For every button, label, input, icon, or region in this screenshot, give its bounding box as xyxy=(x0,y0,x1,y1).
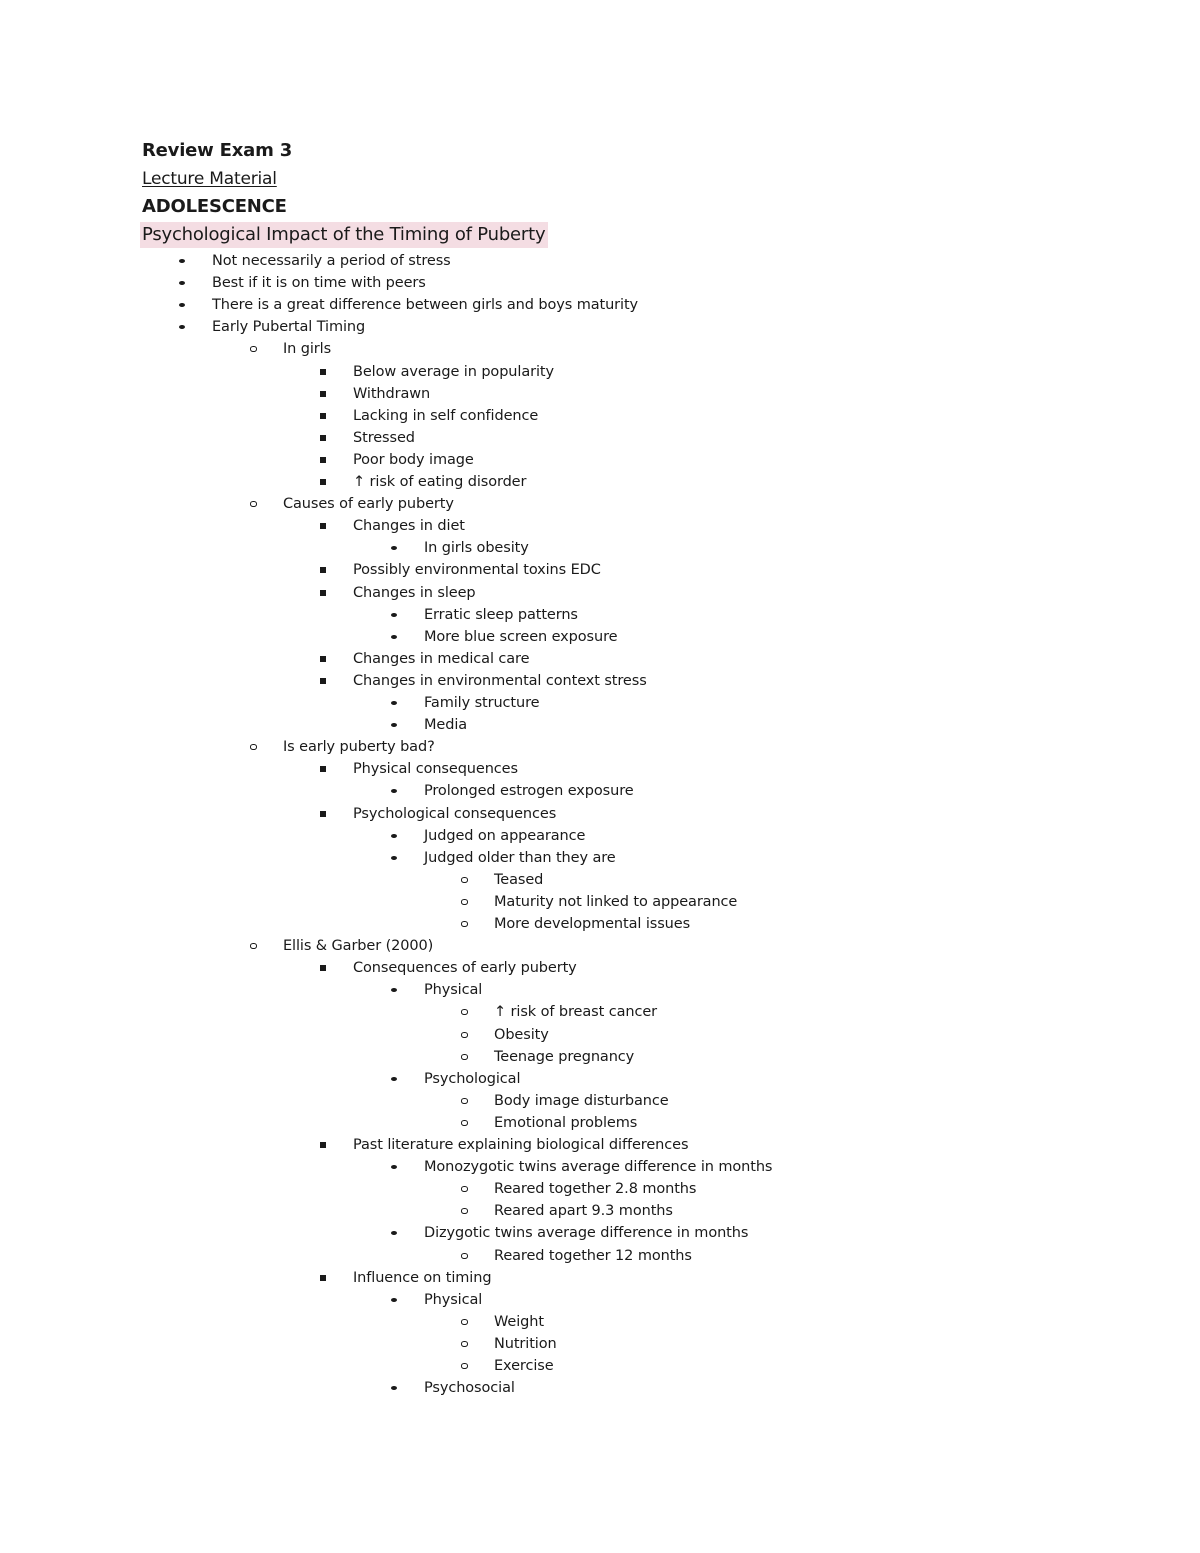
outline-item-text: Ellis & Garber (2000) xyxy=(283,938,434,955)
outline-item-text: Reared apart 9.3 months xyxy=(494,1203,673,1220)
disc-bullet-icon xyxy=(389,847,401,869)
outline-item-text: Reared together 12 months xyxy=(494,1247,692,1264)
disc-bullet-icon xyxy=(389,1068,401,1090)
disc-bullet-icon xyxy=(389,604,401,626)
ring-bullet-icon xyxy=(459,891,471,913)
outline-item-text: Physical consequences xyxy=(353,761,518,778)
outline-item-text: More developmental issues xyxy=(494,916,691,932)
outline-item-text: Early Pubertal Timing xyxy=(212,319,366,336)
outline-item-text: Maturity not linked to appearance xyxy=(494,893,738,910)
section-heading: ADOLESCENCE xyxy=(142,196,287,217)
ring-bullet-icon xyxy=(459,1200,471,1222)
disc-bullet-icon xyxy=(389,714,401,736)
disc-bullet-icon xyxy=(177,272,189,294)
outline-item-text: Changes in diet xyxy=(353,518,465,535)
square-bullet-icon xyxy=(318,383,330,405)
ring-bullet-icon xyxy=(459,1046,471,1068)
square-bullet-icon xyxy=(318,648,330,670)
outline-item-text: Poor body image xyxy=(353,451,474,468)
disc-bullet-icon xyxy=(177,250,189,272)
ring-bullet-icon xyxy=(459,1112,471,1134)
square-bullet-icon xyxy=(318,559,330,581)
outline-item-text: ↑ risk of eating disorder xyxy=(353,474,527,490)
ring-bullet-icon xyxy=(459,1355,471,1377)
outline-item-text: Psychological xyxy=(424,1070,521,1087)
ring-bullet-icon xyxy=(248,338,260,360)
outline-item-text: Possibly environmental toxins EDC xyxy=(353,562,601,579)
ring-bullet-icon xyxy=(248,736,260,758)
outline-item-text: Family structure xyxy=(424,695,540,711)
outline-item-text: Changes in medical care xyxy=(353,650,530,667)
outline-item-text: More blue screen exposure xyxy=(424,628,618,645)
document-subtitle: Lecture Material xyxy=(142,169,277,189)
outline-item-text: Physical xyxy=(424,1291,483,1308)
outline-item-text: Erratic sleep patterns xyxy=(424,606,578,623)
outline-item-text: Stressed xyxy=(353,429,415,446)
ring-bullet-icon xyxy=(459,1024,471,1046)
ring-bullet-icon xyxy=(248,493,260,515)
outline-item-text: Is early puberty bad? xyxy=(283,739,435,756)
square-bullet-icon xyxy=(318,1134,330,1156)
outline-item-text: In girls obesity xyxy=(424,540,529,557)
outline-item-text: Physical xyxy=(424,982,483,999)
disc-bullet-icon xyxy=(389,780,401,802)
ring-bullet-icon xyxy=(459,1001,471,1023)
outline-item-text: Emotional problems xyxy=(494,1114,638,1131)
topic-heading: Psychological Impact of the Timing of Puberty xyxy=(140,222,548,248)
outline-item-text: Psychosocial xyxy=(424,1380,515,1397)
outline-item-text: Dizygotic twins average difference in months xyxy=(424,1225,749,1242)
square-bullet-icon xyxy=(318,758,330,780)
disc-bullet-icon xyxy=(389,537,401,559)
square-bullet-icon xyxy=(318,361,330,383)
outline-item-text: Past literature explaining biological differences xyxy=(353,1137,689,1153)
outline-item-text: Reared together 2.8 months xyxy=(494,1181,697,1198)
outline-item-text: Causes of early puberty xyxy=(283,496,454,513)
outline-item-text: ↑ risk of breast cancer xyxy=(494,1004,657,1021)
outline-item-text: Judged on appearance xyxy=(424,827,586,844)
outline-item-text: Exercise xyxy=(494,1358,554,1374)
outline-item-text: Body image disturbance xyxy=(494,1092,669,1109)
square-bullet-icon xyxy=(318,582,330,604)
square-bullet-icon xyxy=(318,427,330,449)
disc-bullet-icon xyxy=(177,294,189,316)
outline-item-text: Teased xyxy=(494,871,544,888)
disc-bullet-icon xyxy=(389,1289,401,1311)
square-bullet-icon xyxy=(318,803,330,825)
outline-item-text: Judged older than they are xyxy=(424,849,616,866)
outline-item-text: Changes in sleep xyxy=(353,584,476,601)
ring-bullet-icon xyxy=(459,913,471,935)
disc-bullet-icon xyxy=(389,979,401,1001)
outline-item-text: Prolonged estrogen exposure xyxy=(424,783,634,800)
square-bullet-icon xyxy=(318,449,330,471)
square-bullet-icon xyxy=(318,405,330,427)
outline-item-text: Media xyxy=(424,717,468,734)
document-title: Review Exam 3 xyxy=(142,140,293,161)
square-bullet-icon xyxy=(318,670,330,692)
ring-bullet-icon xyxy=(459,1245,471,1267)
ring-bullet-icon xyxy=(459,869,471,891)
outline-item-text: Influence on timing xyxy=(353,1269,492,1286)
disc-bullet-icon xyxy=(389,1156,401,1178)
ring-bullet-icon xyxy=(459,1311,471,1333)
outline-item-text: Below average in popularity xyxy=(353,363,554,380)
outline-item-text: Obesity xyxy=(494,1026,549,1043)
outline-item-text: Consequences of early puberty xyxy=(353,960,577,977)
square-bullet-icon xyxy=(318,957,330,979)
disc-bullet-icon xyxy=(177,316,189,338)
outline-item-text: Withdrawn xyxy=(353,385,431,402)
square-bullet-icon xyxy=(318,515,330,537)
square-bullet-icon xyxy=(318,1267,330,1289)
ring-bullet-icon xyxy=(459,1178,471,1200)
outline-item-text: Nutrition xyxy=(494,1335,557,1352)
outline-item-text: Psychological consequences xyxy=(353,805,557,822)
disc-bullet-icon xyxy=(389,1222,401,1244)
ring-bullet-icon xyxy=(248,935,260,957)
outline-item-text: Weight xyxy=(494,1313,544,1330)
disc-bullet-icon xyxy=(389,825,401,847)
disc-bullet-icon xyxy=(389,692,401,714)
outline-item-text: Not necessarily a period of stress xyxy=(212,253,451,269)
ring-bullet-icon xyxy=(459,1333,471,1355)
disc-bullet-icon xyxy=(389,1377,401,1399)
outline-item-text: In girls xyxy=(283,341,332,358)
outline-item-text: Changes in environmental context stress xyxy=(353,672,647,689)
outline-item-text: There is a great difference between girls and boys maturity xyxy=(212,297,639,314)
outline-item-text: Lacking in self confidence xyxy=(353,407,539,424)
square-bullet-icon xyxy=(318,471,330,493)
outline-item-text: Teenage pregnancy xyxy=(494,1048,635,1065)
outline-item-text: Best if it is on time with peers xyxy=(212,275,426,292)
disc-bullet-icon xyxy=(389,626,401,648)
outline-item-text: Monozygotic twins average difference in months xyxy=(424,1159,773,1176)
ring-bullet-icon xyxy=(459,1090,471,1112)
